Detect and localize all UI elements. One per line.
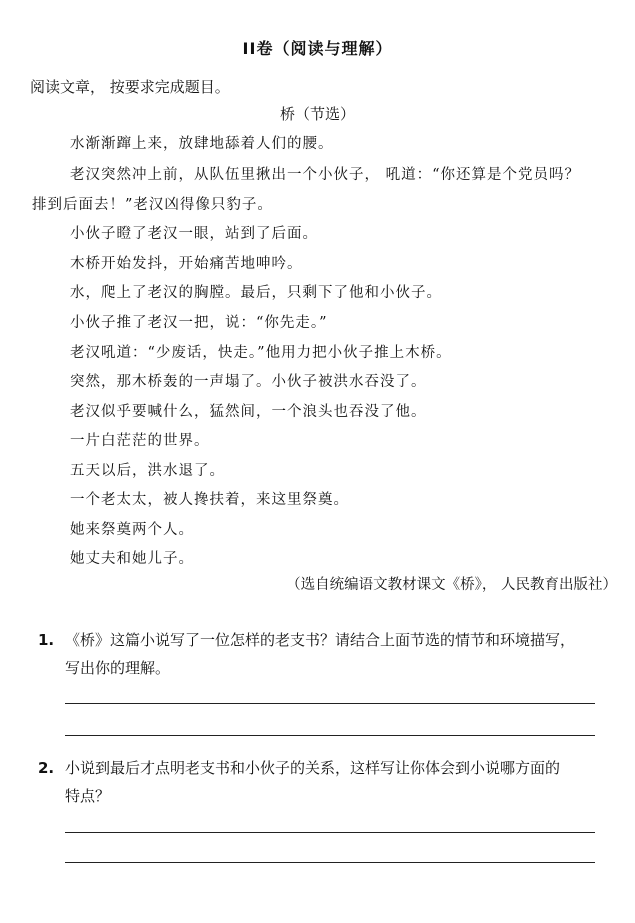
passage-paragraph: 突然，那木桥轰的一声塌了。小伙子被洪水吞没了。 — [70, 374, 427, 390]
question-number: 2. — [38, 759, 55, 777]
passage-source: （选自统编语文教材课文《桥》， 人民教育出版社） — [286, 577, 617, 593]
passage-paragraph: 一片白茫茫的世界。 — [70, 433, 210, 449]
passage-paragraph-continued: 排到后面去！”老汉凶得像只豹子。 — [32, 197, 273, 213]
answer-line[interactable] — [65, 832, 595, 833]
question-text-line: 《桥》这篇小说写了一位怎样的老支书？请结合上面节选的情节和环境描写， — [65, 631, 576, 649]
passage-title: 桥（节选） — [279, 105, 355, 123]
answer-line[interactable] — [65, 703, 595, 704]
passage-paragraph: 水渐渐蹿上来，放肆地舔着人们的腰。 — [70, 136, 334, 152]
answer-line[interactable] — [65, 862, 595, 863]
page-title: II卷（阅读与理解） — [242, 39, 393, 58]
passage-paragraph: 她来祭奠两个人。 — [70, 522, 194, 538]
answer-line[interactable] — [65, 735, 595, 736]
passage-paragraph: 小伙子瞪了老汉一眼，站到了后面。 — [70, 226, 318, 242]
passage-paragraph: 她丈夫和她儿子。 — [70, 551, 194, 567]
passage-paragraph: 老汉吼道：“少废话，快走。”他用力把小伙子推上木桥。 — [70, 345, 452, 361]
passage-paragraph: 老汉似乎要喊什么，猛然间，一个浪头也吞没了他。 — [70, 404, 427, 420]
passage-paragraph: 一个老太太，被人搀扶着，来这里祭奠。 — [70, 492, 349, 508]
reading-instruction: 阅读文章， 按要求完成题目。 — [30, 78, 230, 96]
question-2 — [38, 754, 598, 810]
question-text-line: 写出你的理解。 — [65, 659, 171, 677]
passage-paragraph: 水，爬上了老汉的胸膛。最后，只剩下了他和小伙子。 — [70, 285, 442, 301]
question-number: 1. — [38, 631, 55, 649]
passage-paragraph: 木桥开始发抖，开始痛苦地呻吟。 — [70, 256, 303, 272]
passage-paragraph: 老汉突然冲上前，从队伍里揪出一个小伙子， 吼道：“你还算是个党员吗？ — [70, 167, 581, 183]
question-text-line: 特点？ — [65, 787, 111, 805]
question-text-line: 小说到最后才点明老支书和小伙子的关系，这样写让你体会到小说哪方面的 — [65, 759, 561, 777]
passage-paragraph: 小伙子推了老汉一把，说：“你先走。” — [70, 315, 328, 331]
question-1 — [38, 626, 598, 682]
passage-paragraph: 五天以后，洪水退了。 — [70, 463, 225, 479]
